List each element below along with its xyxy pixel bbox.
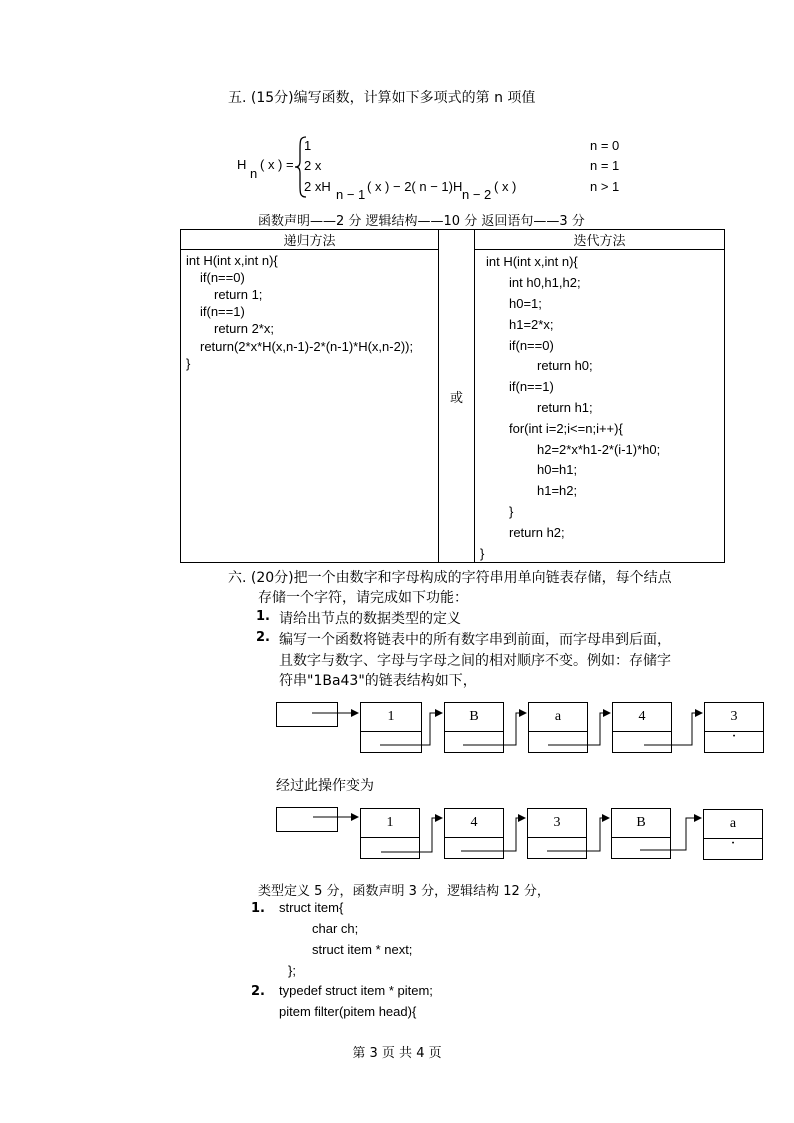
formula-lhs-arg: ( x ) =: [260, 157, 294, 172]
formula-case3-b: ( x ) − 2( n − 1)H: [367, 179, 463, 194]
or-label: 或: [449, 390, 463, 406]
code-line: }: [186, 356, 191, 371]
code-line: for(int i=2;i<=n;i++){: [509, 421, 623, 436]
formula-cond1: n = 0: [590, 138, 620, 153]
iterative-header: 迭代方法: [475, 230, 725, 250]
code-line: return(2*x*H(x,n-1)-2*(n-1)*H(x,n-2));: [200, 339, 414, 354]
code-line: h0=h1;: [537, 462, 578, 477]
node-value: 4: [445, 809, 503, 838]
answer1-code-line: struct item{: [279, 900, 344, 915]
item2-line3: 符串"1Ba43"的链表结构如下，: [279, 673, 477, 689]
null-pointer-mark: ·: [730, 835, 736, 852]
node-value: 1: [361, 809, 419, 838]
node-value: 4: [613, 703, 671, 732]
code-line: return h1;: [537, 400, 593, 415]
code-line: int H(int x,int n){: [186, 253, 278, 268]
answer2-number: 2.: [251, 984, 265, 999]
formula-lhs: H: [237, 157, 247, 172]
arrow-line: [640, 818, 701, 850]
answer2-code-line: pitem filter(pitem head){: [279, 1004, 417, 1019]
item1-text: 请给出节点的数据类型的定义: [279, 611, 461, 627]
code-line: return 1;: [214, 287, 263, 302]
code-line: h0=1;: [509, 296, 542, 311]
item2-number: 2.: [256, 630, 270, 645]
answer1-code-line: };: [288, 963, 296, 978]
formula-case3-sub1: n − 1: [336, 187, 366, 202]
section6-title-line1: 六. (20分)把一个由数字和字母构成的字符串用单向链表存储，每个结点: [228, 570, 672, 586]
arrow-line: [644, 713, 702, 745]
arrow-line: [461, 818, 525, 851]
answer1-code-line: struct item * next;: [312, 942, 413, 957]
node-value: 3: [705, 703, 763, 732]
arrow-line: [381, 818, 442, 852]
arrow-line: [463, 713, 526, 745]
arrow-line: [380, 713, 442, 745]
code-line: }: [509, 504, 514, 519]
node-value: B: [612, 809, 670, 838]
formula-lhs-subscript: n: [250, 166, 258, 181]
code-line: return 2*x;: [214, 321, 274, 336]
formula-case3-c: ( x ): [494, 179, 517, 194]
page-footer: 第 3 页 共 4 页: [352, 1046, 442, 1061]
formula-case1: 1: [304, 138, 312, 153]
formula-cond2: n = 1: [590, 158, 620, 173]
formula-case3-sub2: n − 2: [462, 187, 492, 202]
code-line: int h0,h1,h2;: [509, 275, 581, 290]
item2-line2: 且数字与数字、字母与字母之间的相对顺序不变。例如：存储字: [279, 653, 671, 669]
arrow-line: [548, 713, 610, 745]
item1-number: 1.: [256, 609, 270, 624]
answer1-number: 1.: [251, 901, 265, 916]
arrow-line: [547, 818, 609, 851]
after-label: 经过此操作变为: [276, 778, 374, 794]
null-pointer-mark: ·: [731, 728, 737, 745]
item2-line1: 编写一个函数将链表中的所有数字串到前面，而字母串到后面，: [279, 632, 671, 648]
node-value: B: [445, 703, 503, 732]
code-line: h1=2*x;: [509, 317, 554, 332]
code-line: h1=h2;: [537, 483, 578, 498]
code-line: if(n==0): [509, 338, 554, 353]
section6-title-line2: 存储一个字符，请完成如下功能：: [258, 590, 468, 606]
section5-scoring: 函数声明——2 分 逻辑结构——10 分 返回语句——3 分: [258, 214, 585, 229]
section5-title: 五. (15分)编写函数，计算如下多项式的第 n 项值: [228, 90, 536, 106]
code-line: return h2;: [509, 525, 565, 540]
node-value: 3: [528, 809, 586, 838]
code-line: h2=2*x*h1-2*(i-1)*h0;: [537, 442, 661, 457]
code-line: if(n==0): [200, 270, 245, 285]
code-line: int H(int x,int n){: [486, 254, 578, 269]
section6-scoring: 类型定义 5 分，函数声明 3 分，逻辑结构 12 分，: [258, 884, 550, 899]
code-line: if(n==1): [509, 379, 554, 394]
formula-case2: 2 x: [304, 158, 322, 173]
recursive-header: 递归方法: [181, 230, 439, 250]
formula-case3-a: 2 xH: [304, 179, 331, 194]
node-value: 1: [361, 703, 421, 732]
formula-cond3: n > 1: [590, 179, 620, 194]
node-value: a: [704, 810, 762, 839]
code-line: }: [480, 546, 485, 561]
answer1-code-line: char ch;: [312, 921, 359, 936]
node-value: a: [529, 703, 587, 732]
code-line: if(n==1): [200, 304, 245, 319]
code-line: return h0;: [537, 358, 593, 373]
answer2-code-line: typedef struct item * pitem;: [279, 983, 433, 998]
